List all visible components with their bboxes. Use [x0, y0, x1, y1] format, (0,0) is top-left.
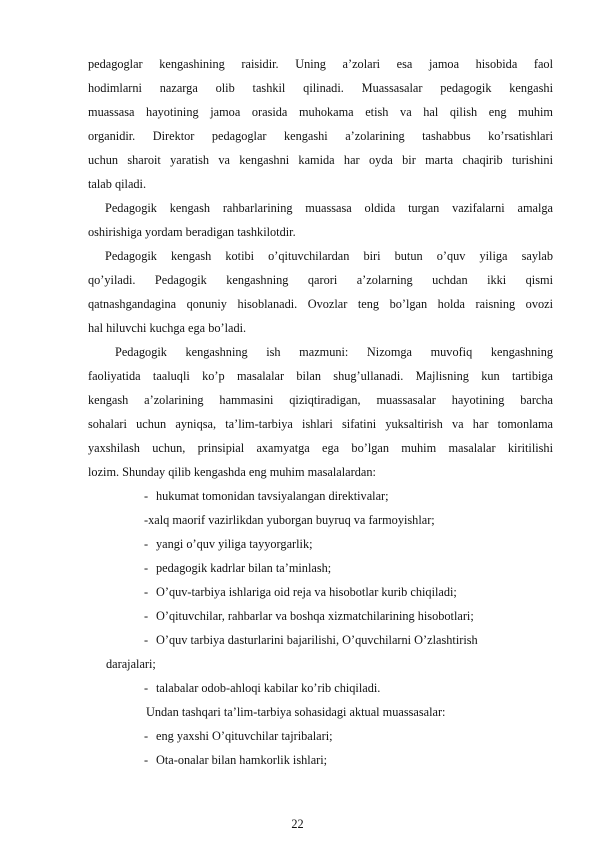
list-item: [144, 609, 474, 623]
text-line: hal hiluvchi kuchga ega bo’ladi.: [88, 321, 247, 335]
list-dash: -: [144, 561, 149, 575]
list-item-text: O’quv tarbiya dasturlarini bajarilishi, O’quvchilarni O’zlashtirish: [156, 633, 478, 647]
text-line: kengash a’zolarining hammasini qiziqtiradigan, muassasalar hayotining barcha: [88, 393, 553, 407]
text-line: Pedagogik kengash kotibi o’qituvchilardan biri butun o’quv yiliga saylab: [105, 249, 553, 263]
list-dash: -: [144, 681, 149, 695]
list-item: [144, 753, 327, 767]
list-item: [144, 489, 389, 503]
text-line: lozim. Shunday qilib kengashda eng muhim masalalardan:: [88, 465, 376, 479]
list-item: [144, 585, 457, 599]
text-line: muassasa hayotining jamoa orasida muhokama etish va hal qilish eng muhim: [88, 105, 553, 119]
text-line: qatnashgandagina qonuniy hisoblanadi. Ovozlar teng bo’lgan holda raisning ovozi: [88, 297, 553, 311]
list-item-text: darajalari;: [106, 657, 156, 671]
text-line: oshirishiga yordam beradigan tashkilotdir.: [88, 225, 296, 239]
list-dash: -: [144, 489, 149, 503]
text-line: sohalari uchun ayniqsa, ta’lim-tarbiya ishlari sifatini yuksaltirish va har tomonlama: [88, 417, 553, 431]
list-item-text: pedagogik kadrlar bilan ta’minlash;: [156, 561, 332, 575]
list-dash: -: [144, 729, 149, 743]
list-item: [144, 537, 313, 551]
list-item-text: O’quv-tarbiya ishlariga oid reja va hisobotlar kurib chiqiladi;: [156, 585, 457, 599]
list-item-text: O’qituvchilar, rahbarlar va boshqa xizmatchilarining hisobotlari;: [156, 609, 474, 623]
list-dash: -: [144, 585, 149, 599]
page-number: 22: [291, 817, 304, 831]
list-item-text: yangi o’quv yiliga tayyorgarlik;: [156, 537, 313, 551]
list-item-continuation: [106, 657, 156, 671]
text-line: hodimlarni nazarga olib tashkil qilinadi. Muassasalar pedagogik kengashi: [88, 81, 553, 95]
list-dash: -: [144, 537, 149, 551]
text-line: faoliyatida taaluqli ko’p masalalar bilan shug’ullanadi. Majlisning kun tartibiga: [88, 369, 553, 383]
list-item-text: eng yaxshi O’qituvchilar tajribalari;: [156, 729, 333, 743]
text-line: organidir. Direktor pedagoglar kengashi a’zolarining tashabbus ko’rsatishlari: [88, 129, 553, 143]
list-item: [144, 513, 435, 527]
list-item-text: Undan tashqari ta’lim-tarbiya sohasidagi aktual muassasalar:: [146, 705, 446, 719]
text-line: Pedagogik kengash rahbarlarining muassasa oldida turgan vazifalarni amalga: [105, 201, 553, 215]
text-line: talab qiladi.: [88, 177, 147, 191]
text-line: yaxshilash uchun, prinsipial axamyatga ega bo’lgan muhim masalalar kiritilishi: [88, 441, 553, 455]
list-item: [144, 561, 331, 575]
list-dash: -: [144, 633, 149, 647]
text-line: Pedagogik kengashning ish mazmuni: Nizomga muvofiq kengashning: [115, 345, 553, 359]
list-item: [144, 681, 380, 695]
list-item-text: Ota-onalar bilan hamkorlik ishlari;: [156, 753, 328, 767]
list-dash: -: [144, 609, 149, 623]
text-line: pedagoglar kengashining raisidir. Uning a’zolari esa jamoa hisobida faol: [88, 57, 553, 71]
text-line: qo’yiladi. Pedagogik kengashning qarori a’zolarning uchdan ikki qismi: [88, 273, 553, 287]
list-dash: -: [144, 753, 149, 767]
list-item-text: -xalq maorif vazirlikdan yuborgan buyruq va farmoyishlar;: [144, 513, 435, 527]
list-item: [144, 729, 333, 743]
list-subheading: [146, 705, 445, 719]
list-item-text: talabalar odob-ahloqi kabilar ko’rib chiqiladi.: [156, 681, 381, 695]
list-item-text: hukumat tomonidan tavsiyalangan direktivalar;: [156, 489, 389, 503]
text-line: uchun sharoit yaratish va kengashni kamida har oyda bir marta chaqirib turishini: [88, 153, 553, 167]
list-item: [144, 633, 478, 647]
